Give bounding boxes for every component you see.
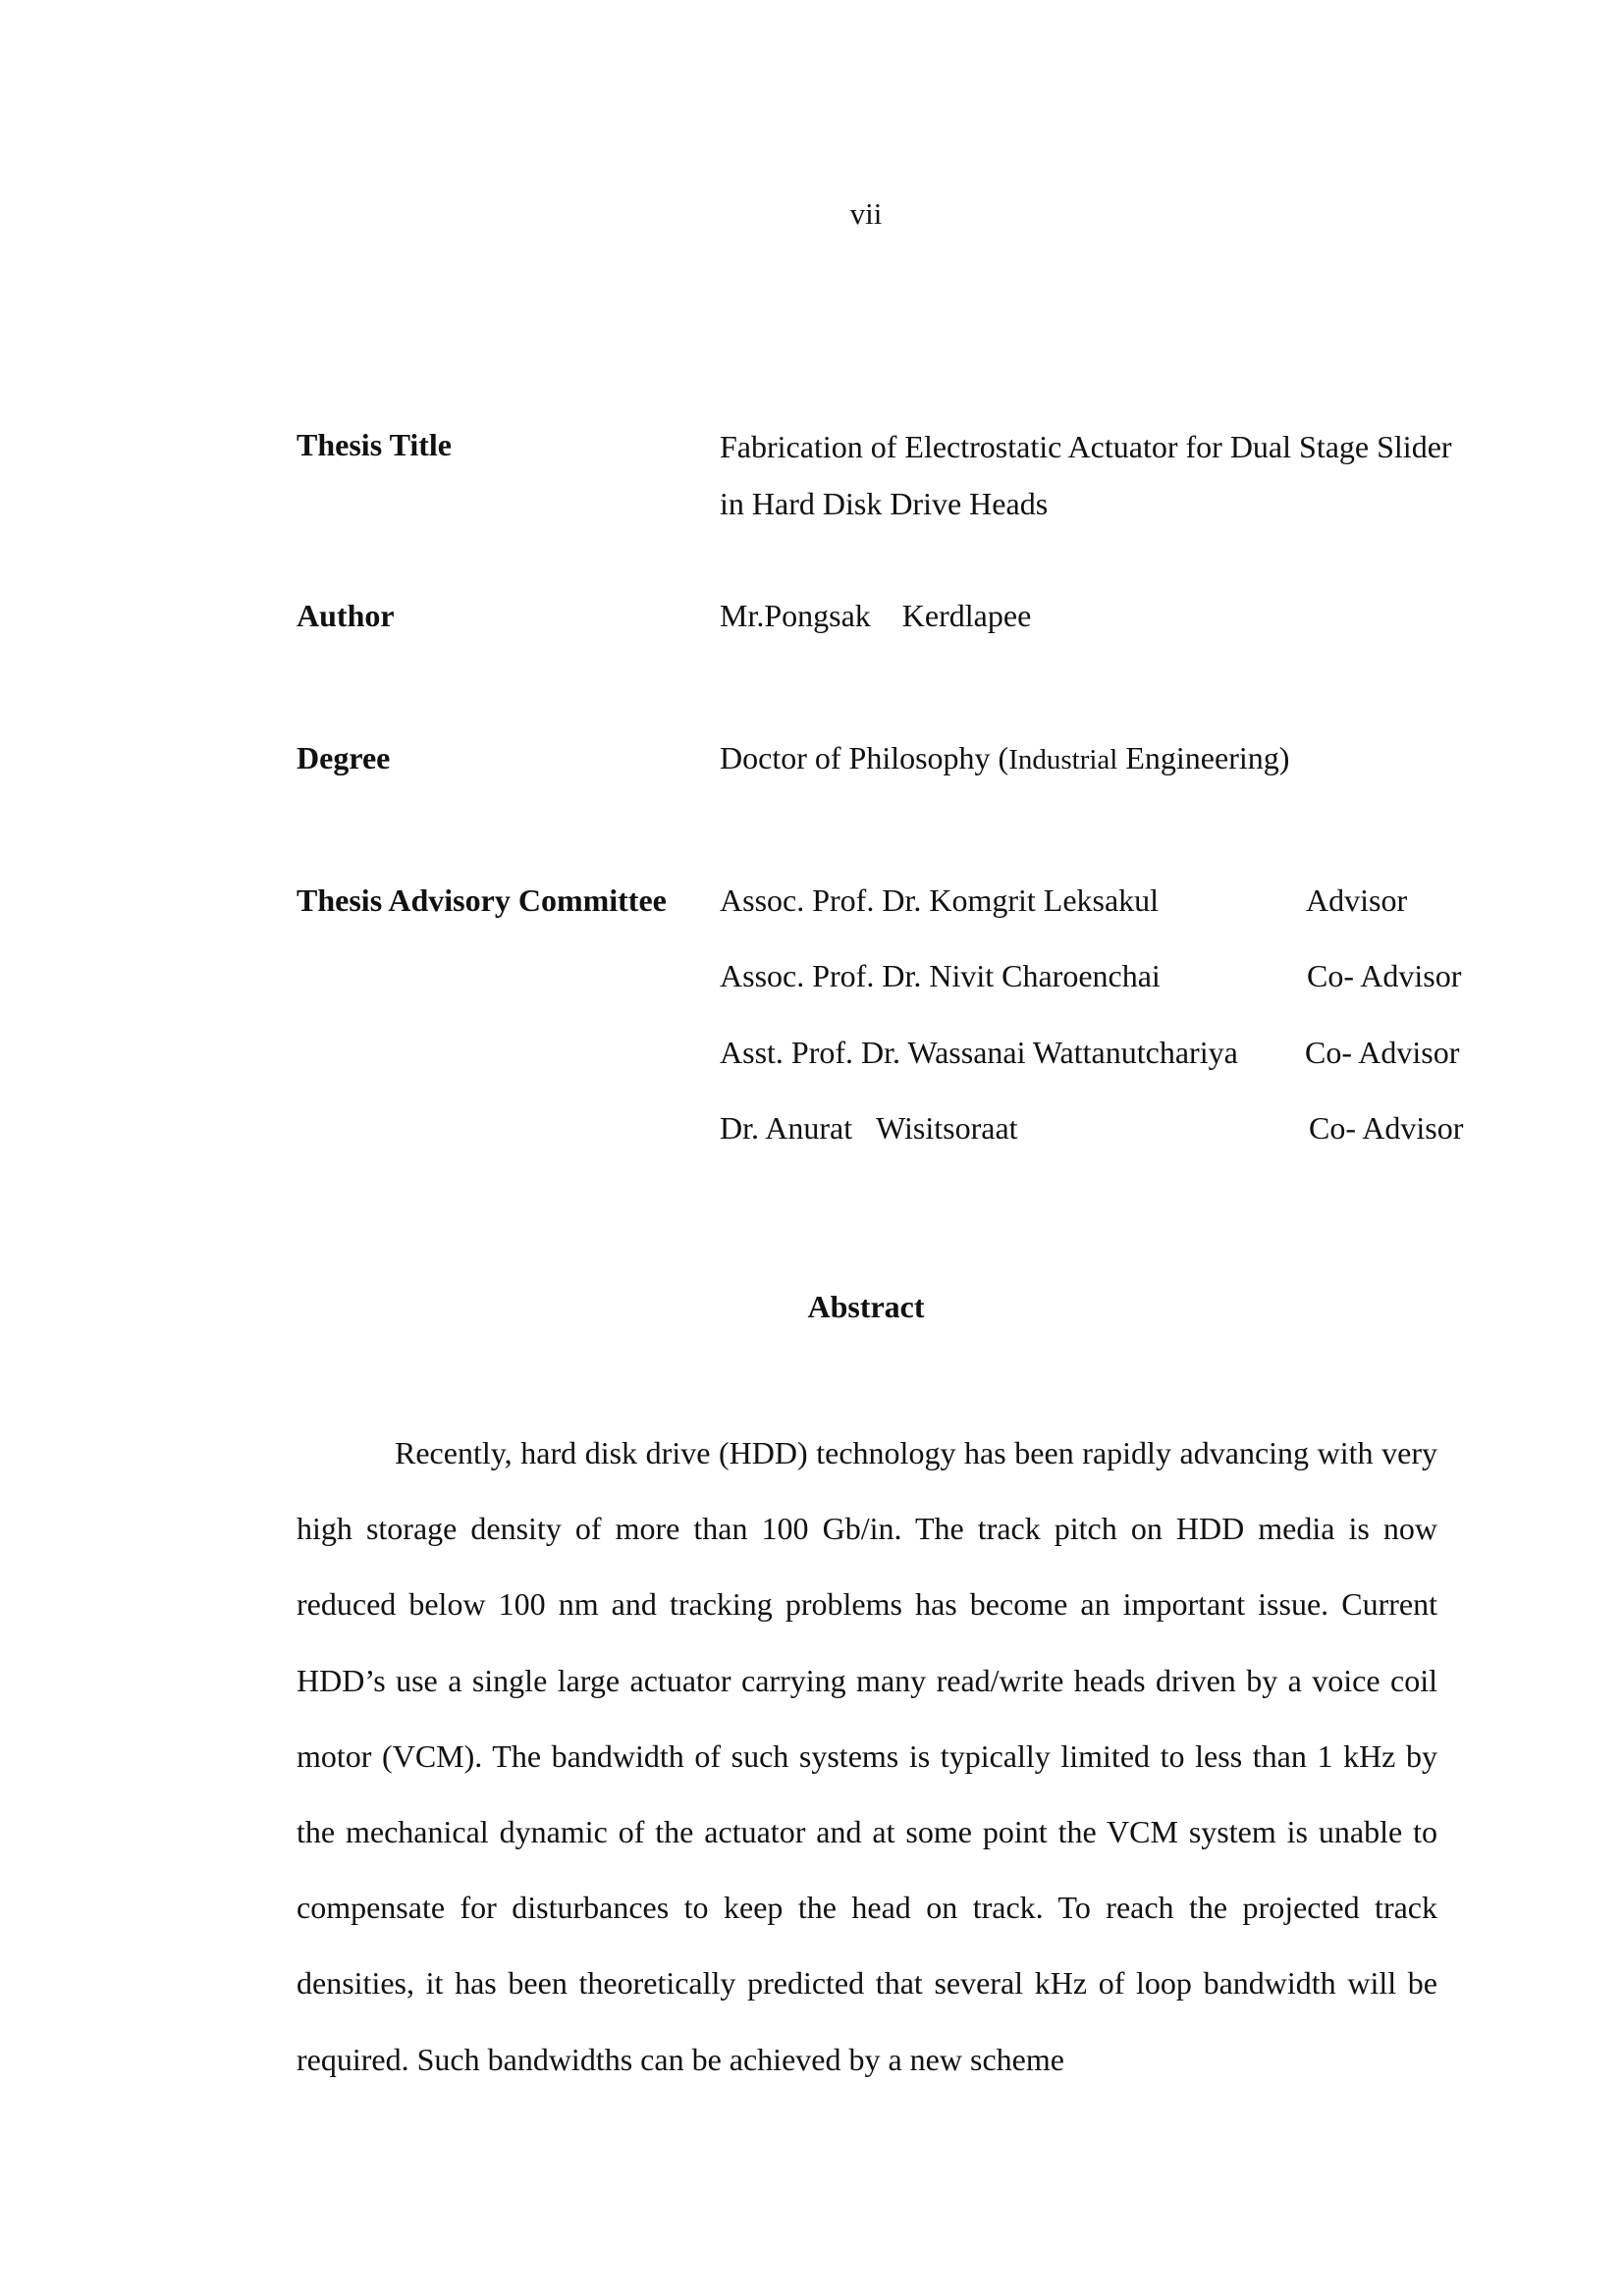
thesis-title-value xyxy=(720,418,1525,532)
committee-member-name: Assoc. Prof. Dr. Nivit Charoenchai xyxy=(720,958,1161,993)
degree-value xyxy=(720,740,1289,776)
page-number: vii xyxy=(849,196,883,231)
degree-label: Degree xyxy=(297,740,391,775)
committee-member-role: Co- Advisor xyxy=(1307,958,1462,993)
committee-member-name: Assoc. Prof. Dr. Komgrit Leksakul xyxy=(720,882,1160,918)
committee-member-name: Asst. Prof. Dr. Wassanai Wattanutchariya xyxy=(720,1035,1238,1070)
abstract-heading: Abstract xyxy=(807,1289,925,1324)
thesis-title-line-1: Fabrication of Electrostatic Actuator for Dual Stage Slider xyxy=(720,429,1452,464)
committee-label: Thesis Advisory Committee xyxy=(297,882,667,918)
author-value: Mr.Pongsak Kerdlapee xyxy=(720,598,1032,633)
degree-field: Industrial xyxy=(1008,744,1118,775)
committee-member-role: Co- Advisor xyxy=(1309,1110,1464,1146)
degree-suffix: Engineering) xyxy=(1117,740,1290,775)
committee-member-name: Dr. Anurat Wisitsoraat xyxy=(720,1110,1018,1146)
thesis-title-line-2: in Hard Disk Drive Heads xyxy=(720,486,1049,521)
thesis-title-label: Thesis Title xyxy=(297,427,452,462)
committee-member-role: Co- Advisor xyxy=(1305,1035,1460,1070)
abstract-body: Recently, hard disk drive (HDD) technology has been rapidly advancing with very high storage density of more than 100 Gb/in. The track pitch on HDD media is now reduced below 100 nm and tracking problems has become an important issue. Current HDD’s use a single large actuator carrying many read/write heads driven by a voice coil motor (VCM). The bandwidth of such systems is typically limited to less than 1 kHz by the mechanical dynamic of the actuator and at some point the VCM system is unable to compensate for disturbances to keep the head on track. To reach the projected track densities, it has been theoretically predicted that several kHz of loop bandwidth will be required. Such bandwidths can be achieved by a new scheme xyxy=(297,1435,1437,2077)
degree-prefix: Doctor of Philosophy ( xyxy=(720,740,1009,775)
committee-member-role: Advisor xyxy=(1306,882,1408,918)
author-label: Author xyxy=(297,598,395,633)
